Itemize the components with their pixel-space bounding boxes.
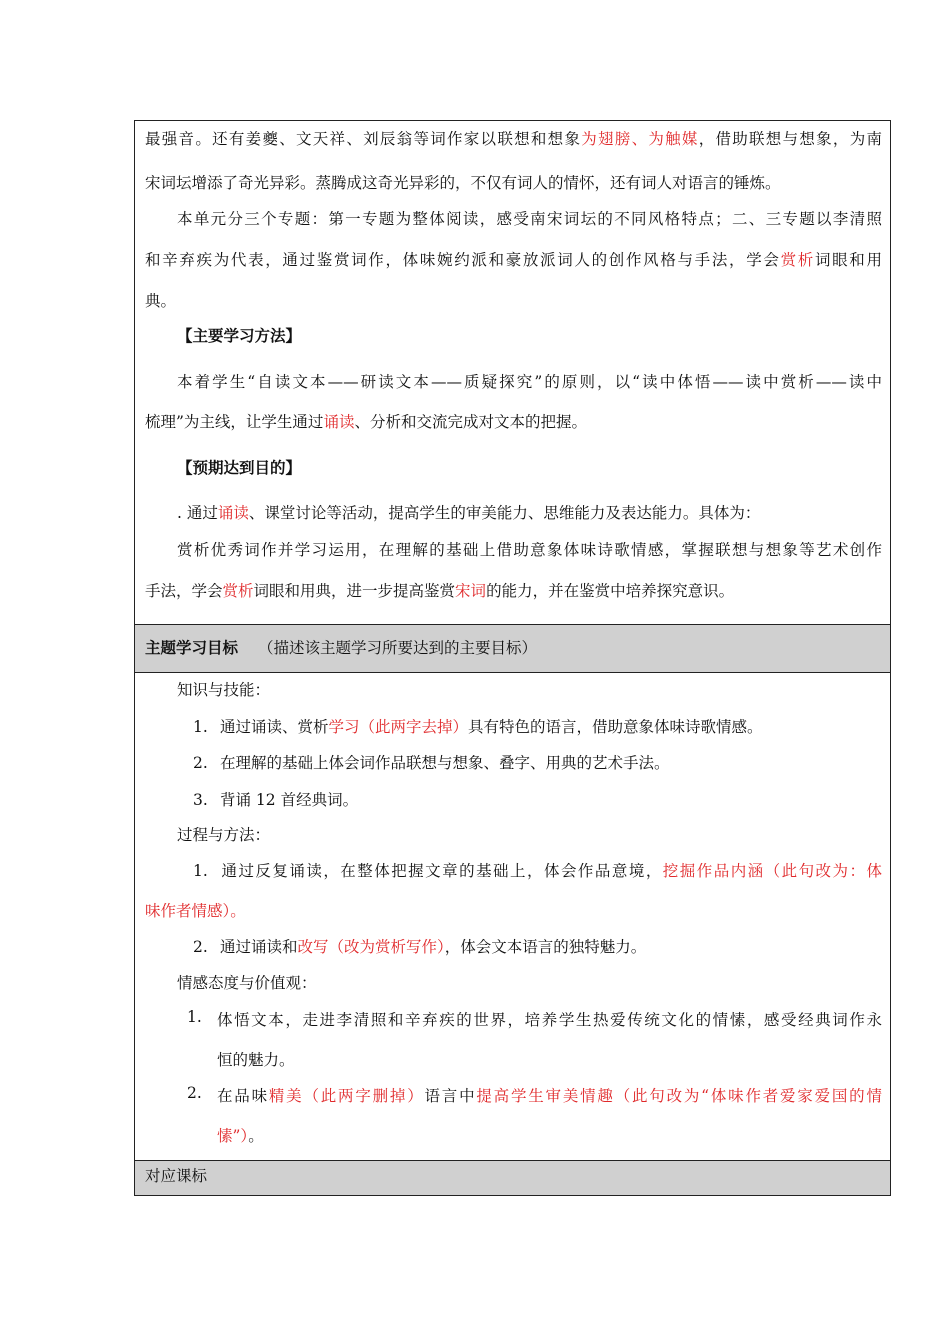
intro-line-3: 本单元分三个专题：第一专题为整体阅读，感受南宋词坛的不同风格特点；二、三专题以李清照 <box>177 210 882 228</box>
intro-text: 最强音。还有姜夔、文天祥、刘辰翁等词作家以联想和想象 <box>145 130 582 148</box>
annotation-text: 味作者情感）。 <box>145 902 246 920</box>
goal-text: 手法，学会 <box>145 582 223 600</box>
intro-text: ，借助联想与想象，为南 <box>698 130 882 148</box>
list-number: 2. <box>193 754 208 772</box>
list-text: 恒的魅力。 <box>217 1051 295 1069</box>
list-number: 3. <box>193 791 208 809</box>
list-text: 。 <box>248 1127 264 1145</box>
goal-text: 词眼和用典，进一步提高鉴赏 <box>253 582 456 600</box>
list-number: 1. <box>193 862 208 880</box>
list-item <box>193 859 882 881</box>
list-item <box>217 1084 882 1106</box>
annotation-text: 挖掘作品内涵（此句改为：体 <box>662 862 882 880</box>
goal-text: 的能力，并在鉴赏中培养探究意识。 <box>486 582 735 600</box>
list-number: 2. <box>187 1084 202 1102</box>
intro-line-4 <box>145 248 882 270</box>
annotation-text: 精美（此两字删掉） <box>268 1087 425 1105</box>
annotation-text: 诵读 <box>323 413 355 431</box>
list-text: 体悟文本，走进李清照和辛弃疾的世界，培养学生热爱传统文化的情愫，感受经典词作永 <box>217 1011 882 1029</box>
list-text: 具有特色的语言，借助意象体味诗歌情感。 <box>468 718 763 736</box>
emotion-heading: 情感态度与价值观： <box>177 974 317 992</box>
list-number: 1. <box>187 1008 202 1026</box>
list-text: 通过诵读、赏析 <box>220 718 329 736</box>
goals-cell <box>135 673 890 1160</box>
lesson-table <box>134 120 891 1196</box>
annotation-text: 愫”） <box>217 1127 249 1145</box>
list-text: 通过反复诵读，在整体把握文章的基础上，体会作品意境， <box>220 862 663 880</box>
list-item <box>193 935 646 957</box>
goal-line-2: 赏析优秀词作并学习运用，在理解的基础上借助意象体味诗歌情感，掌握联想与想象等艺术创作 <box>177 541 882 559</box>
intro-line-2: 宋词坛增添了奇光异彩。蒸腾成这奇光异彩的，不仅有词人的情怀，还有词人对语言的锤炼。 <box>145 174 781 192</box>
goal-text: . 通过 <box>177 504 218 522</box>
list-text: 通过诵读和 <box>220 938 298 956</box>
standards-label: 对应课标 <box>145 1167 208 1185</box>
goal-text: 、课堂讨论等活动，提高学生的审美能力、思维能力及表达能力。具体为： <box>248 504 761 522</box>
section-description: （描述该主题学习所要达到的主要目标） <box>258 639 538 657</box>
list-number: 2. <box>193 938 208 956</box>
list-text: 在理解的基础上体会词作品联想与想象、叠字、用典的艺术手法。 <box>220 754 670 772</box>
knowledge-heading: 知识与技能： <box>177 681 271 699</box>
method-line-2 <box>145 410 587 432</box>
annotation-text: 宋词 <box>455 582 487 600</box>
intro-line-5: 典。 <box>145 292 177 310</box>
annotation-text: 赏析 <box>780 251 815 269</box>
method-heading: 【主要学习方法】 <box>177 326 302 345</box>
process-heading: 过程与方法： <box>177 826 271 844</box>
intro-text: 词眼和用 <box>814 251 882 269</box>
method-text: 、分析和交流完成对文本的把握。 <box>354 413 587 431</box>
annotation-text: 诵读 <box>217 504 249 522</box>
section-header <box>135 624 890 673</box>
list-text: ，体会文本语言的独特魅力。 <box>444 938 647 956</box>
annotation-text: 改写（改为赏析写作） <box>297 938 445 956</box>
list-item <box>193 751 670 773</box>
list-text: 语言中 <box>424 1087 477 1105</box>
goal-line-1 <box>177 501 760 523</box>
section-header-line <box>145 636 537 658</box>
annotation-text: 赏析 <box>222 582 254 600</box>
list-item <box>193 788 358 810</box>
annotation-text: 学习（此两字去掉） <box>328 718 469 736</box>
list-number: 1. <box>193 718 208 736</box>
intro-text: 和辛弃疾为代表，通过鉴赏词作，体味婉约派和豪放派词人的创作风格与手法，学会 <box>145 251 781 269</box>
list-text: 背诵 12 首经典词。 <box>220 791 359 809</box>
list-item <box>217 1124 264 1146</box>
annotation-text: 为翅膀、为触媒 <box>581 130 699 148</box>
unit-intro-cell <box>135 121 890 624</box>
section-title: 主题学习目标 <box>145 638 239 657</box>
method-line-1: 本着学生“自读文本——研读文本——质疑探究”的原则，以“读中体悟——读中赏析——读中 <box>177 373 882 391</box>
list-text: 在品味 <box>217 1087 269 1105</box>
goal-line-3 <box>145 579 734 601</box>
annotation-text: 提高学生审美情趣（此句改为“体味作者爱家爱国的情 <box>476 1087 882 1105</box>
intro-line-1 <box>145 127 882 149</box>
list-item <box>193 715 763 737</box>
method-text: 梳理”为主线，让学生通过 <box>145 413 324 431</box>
standards-cell <box>135 1160 890 1195</box>
goal-heading: 【预期达到目的】 <box>177 458 302 477</box>
